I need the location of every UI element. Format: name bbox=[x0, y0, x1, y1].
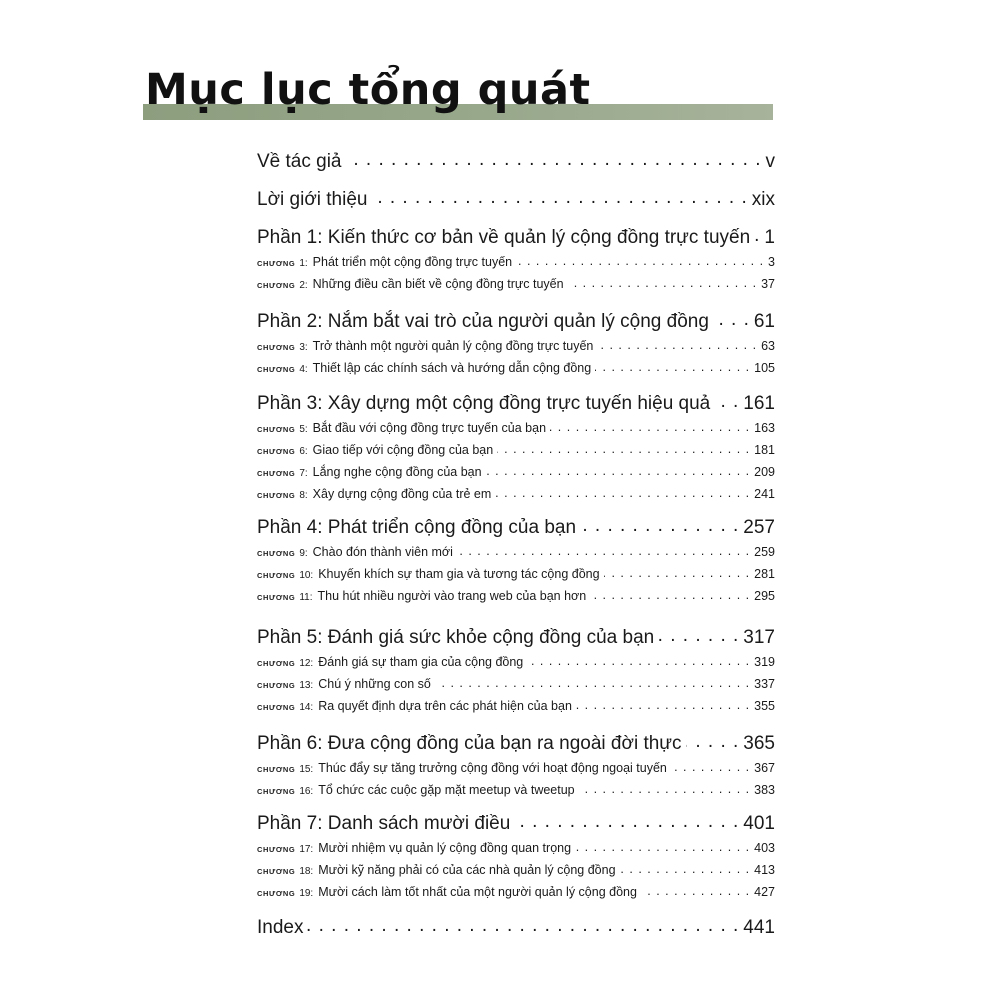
dot-leader bbox=[568, 275, 758, 288]
dot-leader bbox=[307, 914, 739, 933]
page-number: 295 bbox=[754, 588, 775, 603]
toc-entry-label-group bbox=[257, 464, 482, 482]
chapter-number: 15: bbox=[299, 763, 314, 775]
toc-entry-label-group bbox=[257, 226, 750, 250]
toc-entry-label-group bbox=[257, 360, 591, 378]
chapter-prefix: CHƯƠNG bbox=[257, 364, 296, 374]
dot-leader bbox=[495, 485, 750, 498]
chapter-number: 19: bbox=[299, 887, 314, 899]
dot-leader bbox=[579, 781, 751, 794]
page-number: 3 bbox=[768, 254, 775, 269]
chapter-number: 8: bbox=[299, 489, 308, 501]
toc-entry-label-group bbox=[257, 420, 546, 438]
toc-part-entry[interactable] bbox=[257, 730, 775, 756]
chapter-number: 18: bbox=[299, 865, 314, 877]
toc-entry-label-group bbox=[257, 782, 575, 800]
page-number: 259 bbox=[754, 544, 775, 559]
dot-leader bbox=[497, 441, 750, 454]
chapter-number: 10: bbox=[299, 569, 314, 581]
dot-leader bbox=[686, 730, 740, 749]
chapter-prefix: CHƯƠNG bbox=[257, 490, 296, 500]
page-number: 161 bbox=[743, 393, 775, 414]
toc-part-entry[interactable] bbox=[257, 624, 775, 650]
page-number: 61 bbox=[753, 311, 775, 332]
toc-chapter-entry[interactable] bbox=[257, 697, 775, 716]
toc-part-entry[interactable] bbox=[257, 514, 775, 540]
chapter-number: 13: bbox=[299, 679, 314, 691]
page-number: 427 bbox=[754, 884, 775, 899]
chapter-prefix: CHƯƠNG bbox=[257, 658, 296, 668]
toc-part-entry[interactable] bbox=[257, 308, 775, 334]
toc-entry-label-group bbox=[257, 916, 303, 940]
toc-entry-label: Chú ý những con số bbox=[318, 676, 431, 691]
dot-leader bbox=[671, 759, 750, 772]
page-number: 365 bbox=[743, 733, 775, 754]
chapter-prefix: CHƯƠNG bbox=[257, 592, 296, 602]
dot-leader bbox=[576, 697, 750, 710]
toc-entry-label-group bbox=[257, 254, 512, 272]
toc-entry-label-group bbox=[257, 310, 709, 334]
toc-chapter-entry[interactable] bbox=[257, 463, 775, 482]
toc-entry-label: Tổ chức các cuộc gặp mặt meetup và tweetup bbox=[318, 782, 575, 797]
chapter-prefix: CHƯƠNG bbox=[257, 570, 296, 580]
toc-chapter-entry[interactable] bbox=[257, 275, 775, 294]
toc-entry-label: Lắng nghe cộng đồng của bạn bbox=[312, 464, 482, 479]
toc-entry-label-group bbox=[257, 884, 637, 902]
toc-entry[interactable] bbox=[257, 186, 775, 212]
chapter-number: 2: bbox=[299, 279, 308, 291]
page-number: 257 bbox=[743, 517, 775, 538]
toc-chapter-entry[interactable] bbox=[257, 337, 775, 356]
page-number: 337 bbox=[754, 676, 775, 691]
toc-chapter-entry[interactable] bbox=[257, 565, 775, 584]
chapter-prefix: CHƯƠNG bbox=[257, 888, 296, 898]
chapter-prefix: CHƯƠNG bbox=[257, 424, 296, 434]
chapter-number: 5: bbox=[299, 423, 308, 435]
toc-entry-label-group bbox=[257, 626, 654, 650]
dot-leader bbox=[457, 543, 750, 556]
toc-entry-label: Khuyến khích sự tham gia và tương tác cộng đồng bbox=[318, 566, 600, 581]
toc-chapter-entry[interactable] bbox=[257, 653, 775, 672]
page-number: 401 bbox=[743, 813, 775, 834]
toc-entry-label-group bbox=[257, 544, 453, 562]
toc-entry-label: Mười nhiệm vụ quản lý cộng đồng quan trọng bbox=[318, 840, 572, 855]
chapter-number: 14: bbox=[299, 701, 314, 713]
page-number: 317 bbox=[743, 627, 775, 648]
chapter-number: 17: bbox=[299, 843, 314, 855]
toc-entry-label-group bbox=[257, 862, 616, 880]
chapter-number: 12: bbox=[299, 657, 314, 669]
dot-leader bbox=[620, 861, 751, 874]
toc-part-entry[interactable] bbox=[257, 810, 775, 836]
toc-entry-label-group bbox=[257, 698, 572, 716]
toc-entry-label-group bbox=[257, 840, 571, 858]
page-number: v bbox=[765, 151, 775, 172]
dot-leader bbox=[346, 148, 762, 167]
toc-entry-label: Index bbox=[257, 917, 304, 938]
toc-chapter-entry[interactable] bbox=[257, 441, 775, 460]
toc-entry-label: Phần 6: Đưa cộng đồng của bạn ra ngoài đời thực bbox=[257, 733, 682, 754]
toc-entry-label-group bbox=[257, 588, 586, 606]
toc-entry-label: Phần 7: Danh sách mười điều bbox=[257, 813, 511, 834]
toc-entry-label: Thúc đẩy sự tăng trưởng cộng đồng với hoạt động ngoại tuyến bbox=[318, 760, 667, 775]
chapter-prefix: CHƯƠNG bbox=[257, 844, 296, 854]
toc-chapter-entry[interactable] bbox=[257, 253, 775, 272]
toc-entry[interactable] bbox=[257, 914, 775, 940]
toc-entry-label-group bbox=[257, 812, 510, 836]
chapter-number: 9: bbox=[299, 547, 308, 559]
chapter-prefix: CHƯƠNG bbox=[257, 680, 296, 690]
toc-entry-label: Những điều cần biết về cộng đồng trực tuyến bbox=[312, 276, 564, 291]
toc-chapter-entry[interactable] bbox=[257, 543, 775, 562]
toc-entry-label: Phần 1: Kiến thức cơ bản về quản lý cộng đồng trực tuyến bbox=[257, 227, 751, 248]
page-number: 1 bbox=[764, 227, 775, 248]
dot-leader bbox=[580, 514, 739, 533]
toc-chapter-entry[interactable] bbox=[257, 359, 775, 378]
chapter-prefix: CHƯƠNG bbox=[257, 786, 296, 796]
dot-leader bbox=[597, 337, 757, 350]
chapter-prefix: CHƯƠNG bbox=[257, 548, 296, 558]
toc-entry-label: Trở thành một người quản lý cộng đồng trực tuyến bbox=[312, 338, 594, 353]
dot-leader bbox=[514, 810, 739, 829]
toc-chapter-entry[interactable] bbox=[257, 587, 775, 606]
dot-leader bbox=[658, 624, 739, 643]
toc-entry-label: Phần 2: Nắm bắt vai trò của người quản lý cộng đồng bbox=[257, 311, 709, 332]
toc-entry-label-group bbox=[257, 392, 710, 416]
page-number: 209 bbox=[754, 464, 775, 479]
page-number: 441 bbox=[743, 917, 775, 938]
dot-leader bbox=[575, 839, 750, 852]
page-title: Mục lục tổng quát bbox=[145, 65, 591, 115]
toc-entry-label-group bbox=[257, 188, 367, 212]
chapter-number: 7: bbox=[299, 467, 308, 479]
chapter-number: 11: bbox=[299, 591, 313, 603]
toc-entry-label: Mười cách làm tốt nhất của một người quản lý cộng đồng bbox=[318, 884, 637, 899]
toc-entry-label: Phần 5: Đánh giá sức khỏe cộng đồng của bạn bbox=[257, 627, 655, 648]
toc-entry-label-group bbox=[257, 760, 667, 778]
toc-entry-label-group bbox=[257, 566, 600, 584]
toc-entry-label: Phần 4: Phát triển cộng đồng của bạn bbox=[257, 517, 577, 538]
chapter-prefix: CHƯƠNG bbox=[257, 280, 296, 290]
chapter-prefix: CHƯƠNG bbox=[257, 866, 296, 876]
toc-entry-label: Bắt đầu với cộng đồng trực tuyến của bạn bbox=[312, 420, 547, 435]
chapter-prefix: CHƯƠNG bbox=[257, 258, 296, 268]
page-number: 163 bbox=[754, 420, 775, 435]
toc-entry-label: Chào đón thành viên mới bbox=[312, 544, 453, 559]
dot-leader bbox=[754, 224, 760, 243]
toc-part-entry[interactable] bbox=[257, 224, 775, 250]
page-number: 181 bbox=[754, 442, 775, 457]
toc-chapter-entry[interactable] bbox=[257, 861, 775, 880]
dot-leader bbox=[550, 419, 750, 432]
toc-entry-label: Phần 3: Xây dựng một cộng đồng trực tuyến hiệu quả bbox=[257, 393, 711, 414]
dot-leader bbox=[486, 463, 751, 476]
toc-chapter-entry[interactable] bbox=[257, 675, 775, 694]
dot-leader bbox=[713, 308, 750, 327]
toc-chapter-entry[interactable] bbox=[257, 485, 775, 504]
dot-leader bbox=[435, 675, 750, 688]
chapter-prefix: CHƯƠNG bbox=[257, 764, 296, 774]
toc-entry-label: Thu hút nhiều người vào trang web của bạn hơn bbox=[317, 588, 587, 603]
toc-chapter-entry[interactable] bbox=[257, 883, 775, 902]
dot-leader bbox=[604, 565, 751, 578]
toc-entry-label-group bbox=[257, 654, 523, 672]
page-number: 383 bbox=[754, 782, 775, 797]
toc-entry-label-group bbox=[257, 516, 576, 540]
toc-entry-label-group bbox=[257, 276, 564, 294]
page-number: 63 bbox=[761, 338, 775, 353]
toc-entry-label: Thiết lập các chính sách và hướng dẫn cộng đồng bbox=[312, 360, 592, 375]
page-number: xix bbox=[751, 189, 775, 210]
chapter-prefix: CHƯƠNG bbox=[257, 702, 296, 712]
toc-chapter-entry[interactable] bbox=[257, 781, 775, 800]
page-number: 367 bbox=[754, 760, 775, 775]
toc-entry-label: Ra quyết định dựa trên các phát hiện của bạn bbox=[318, 698, 572, 713]
toc-entry-label: Giao tiếp với cộng đồng của bạn bbox=[312, 442, 494, 457]
toc-entry[interactable] bbox=[257, 148, 775, 174]
page-number: 241 bbox=[754, 486, 775, 501]
toc-entry-label-group bbox=[257, 486, 491, 504]
page-number: 355 bbox=[754, 698, 775, 713]
page-number: 413 bbox=[754, 862, 775, 877]
page-number: 319 bbox=[754, 654, 775, 669]
toc-entry-label: Đánh giá sự tham gia của cộng đồng bbox=[318, 654, 524, 669]
toc-part-entry[interactable] bbox=[257, 390, 775, 416]
toc-entry-label-group bbox=[257, 676, 431, 694]
dot-leader bbox=[641, 883, 750, 896]
dot-leader bbox=[595, 359, 750, 372]
dot-leader bbox=[527, 653, 750, 666]
toc-chapter-entry[interactable] bbox=[257, 419, 775, 438]
chapter-number: 3: bbox=[299, 341, 308, 353]
dot-leader bbox=[714, 390, 739, 409]
toc-entry-label: Phát triển một cộng đồng trực tuyến bbox=[312, 254, 513, 269]
toc-entry-label-group bbox=[257, 442, 493, 460]
chapter-number: 16: bbox=[299, 785, 314, 797]
chapter-number: 6: bbox=[299, 445, 308, 457]
toc-entry-label: Mười kỹ năng phải có của các nhà quản lý cộng đồng bbox=[318, 862, 616, 877]
toc-chapter-entry[interactable] bbox=[257, 839, 775, 858]
toc-entry-label-group bbox=[257, 732, 682, 756]
chapter-prefix: CHƯƠNG bbox=[257, 446, 296, 456]
toc-chapter-entry[interactable] bbox=[257, 759, 775, 778]
toc-entry-label-group bbox=[257, 150, 342, 174]
chapter-prefix: CHƯƠNG bbox=[257, 342, 296, 352]
dot-leader bbox=[371, 186, 747, 205]
page-number: 37 bbox=[761, 276, 775, 291]
chapter-number: 4: bbox=[299, 363, 308, 375]
page-number: 281 bbox=[754, 566, 775, 581]
chapter-number: 1: bbox=[299, 257, 308, 269]
dot-leader bbox=[516, 253, 764, 266]
toc-entry-label: Xây dựng cộng đồng của trẻ em bbox=[312, 486, 492, 501]
title-block bbox=[143, 62, 773, 122]
page-number: 403 bbox=[754, 840, 775, 855]
toc-entry-label: Lời giới thiệu bbox=[257, 189, 368, 210]
page-number: 105 bbox=[754, 360, 775, 375]
toc-entry-label: Về tác giả bbox=[257, 151, 342, 172]
dot-leader bbox=[590, 587, 750, 600]
chapter-prefix: CHƯƠNG bbox=[257, 468, 296, 478]
toc-entry-label-group bbox=[257, 338, 593, 356]
